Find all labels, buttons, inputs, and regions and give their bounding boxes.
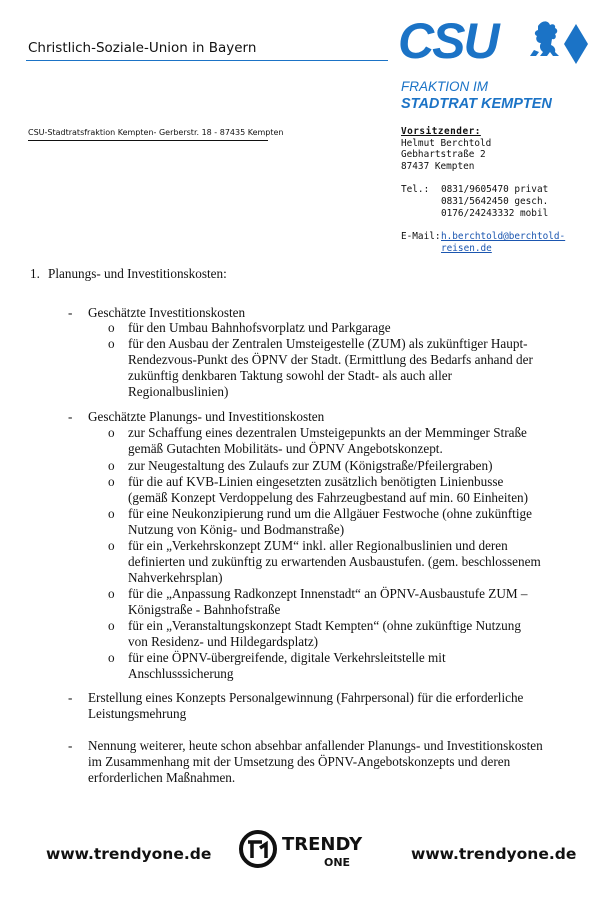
sub-line: gemäß Gutachten Mobilitäts- und ÖPNV Angebotskonzept.: [128, 441, 443, 456]
group4-line: erforderlichen Maßnahmen.: [88, 770, 236, 785]
section-number: 1.: [30, 266, 40, 281]
fraktion-line-2: STADTRAT KEMPTEN: [401, 96, 552, 112]
sub-line: Rendezvous-Punkt des ÖPNV der Stadt. (Ermittlung des Bedarfs anhand der: [128, 352, 533, 367]
sub-line: für den Umbau Bahnhofsvorplatz und Parkgarage: [128, 320, 391, 335]
sender-address: CSU-Stadtratsfraktion Kempten- Gerberstr. 18 - 87435 Kempten: [28, 128, 284, 137]
group4-line: im Zusammenhang mit der Umsetzung des ÖPNV-Angebotskonzepts und deren: [88, 754, 511, 769]
group2-title: Geschätzte Planungs- und Investitionskosten: [88, 409, 325, 424]
bullet-marker: o: [108, 618, 115, 633]
fraktion-title: [401, 78, 552, 114]
csu-logo: [398, 14, 592, 68]
bullet-marker: o: [108, 320, 115, 335]
phone-business: 0831/5642450 gesch.: [441, 195, 549, 207]
sub-line: für die auf KVB-Linien eingesetzten zusätzlich benötigten Linienbusse: [128, 474, 504, 489]
email-link-part2[interactable]: reisen.de: [441, 242, 492, 254]
dash-marker: -: [68, 409, 73, 424]
contact-name: Helmut Berchtold: [401, 137, 492, 149]
email-label: E-Mail:: [401, 231, 441, 243]
section-title: Planungs- und Investitionskosten:: [48, 266, 227, 281]
footer-url-right[interactable]: www.trendyone.de: [411, 845, 577, 863]
trendyone-brand-bottom: ONE: [324, 856, 351, 869]
contact-block: [401, 126, 565, 254]
sub-line: für eine ÖPNV-übergreifende, digitale Verkehrsleitstelle mit: [128, 650, 446, 665]
rhombus-icon: [564, 24, 588, 64]
sub-line: für ein „Veranstaltungskonzept Stadt Kempten“ (ohne zukünftige Nutzung: [128, 618, 521, 633]
sub-line: Regionalbuslinien): [128, 384, 229, 399]
group3-line: Leistungsmehrung: [88, 706, 187, 721]
sender-rule: [28, 140, 268, 141]
bullet-marker: o: [108, 538, 115, 553]
dash-marker: -: [68, 738, 73, 753]
sub-line: Nahverkehrsplan): [128, 570, 223, 585]
csu-logo-text: CSU: [398, 14, 498, 68]
footer-url-left[interactable]: www.trendyone.de: [46, 845, 212, 863]
sub-line: zur Schaffung eines dezentralen Umsteigepunkts an der Memminger Straße: [128, 425, 527, 440]
sub-line: zukünftig denkbaren Taktung sowohl der Stadt- als auch aller: [128, 368, 453, 383]
section-heading: [30, 266, 227, 282]
bullet-marker: o: [108, 458, 115, 473]
sub-line: von Residenz- und Hildegardsplatz): [128, 634, 319, 649]
fraktion-line-1: FRAKTION IM: [401, 79, 488, 94]
sub-line: für ein „Verkehrskonzept ZUM“ inkl. aller Regionalbuslinien und deren: [128, 538, 508, 553]
phone-mobile: 0176/24243332 mobil: [441, 207, 549, 219]
bullet-marker: o: [108, 650, 115, 665]
lion-icon: [530, 21, 559, 56]
header-rule: [26, 60, 388, 61]
sub-line: Königstraße - Bahnhofstraße: [128, 602, 281, 617]
bullet-marker: o: [108, 336, 115, 351]
bullet-marker: o: [108, 474, 115, 489]
trendyone-circle-icon: [241, 832, 275, 866]
trendyone-logo: [238, 828, 370, 870]
tel-label: Tel.:: [401, 184, 430, 196]
group3-line: Erstellung eines Konzepts Personalgewinnung (Fahrpersonal) für die erforderliche: [88, 690, 524, 705]
sub-line: Nutzung von König- und Bodmanstraße): [128, 522, 345, 537]
bullet-marker: o: [108, 586, 115, 601]
sub-line: (gemäß Konzept Verdoppelung des Fahrzeugbestand auf min. 60 Einheiten): [128, 490, 529, 505]
email-link-part1[interactable]: h.berchtold@berchtold-: [441, 231, 566, 243]
sub-line: Anschlusssicherung: [128, 666, 234, 681]
bullet-marker: o: [108, 425, 115, 440]
sub-line: definierten und zukünftig zu erwartenden Ausbaustufen. (gem. beschlossenem: [128, 554, 541, 569]
dash-marker: -: [68, 305, 73, 320]
contact-street: Gebhartstraße 2: [401, 149, 486, 161]
sub-line: für eine Neukonzipierung rund um die Allgäuer Festwoche (ohne zukünftige: [128, 506, 532, 521]
sub-line: für die „Anpassung Radkonzept Innenstadt“ an ÖPNV-Ausbaustufe ZUM –: [128, 586, 528, 601]
trendyone-brand-top: TRENDY: [282, 834, 363, 855]
group1-title: Geschätzte Investitionskosten: [88, 305, 246, 320]
organization-name: Christlich-Soziale-Union in Bayern: [28, 40, 257, 56]
sub-line: für den Ausbau der Zentralen Umsteigestelle (ZUM) als zukünftiger Haupt-: [128, 336, 528, 351]
group4-line: Nennung weiterer, heute schon absehbar anfallender Planungs- und Investitionskosten: [88, 738, 543, 753]
contact-heading: Vorsitzender:: [401, 126, 481, 137]
bullet-marker: o: [108, 506, 115, 521]
contact-city: 87437 Kempten: [401, 160, 475, 172]
phone-private: 0831/9605470 privat: [441, 184, 549, 196]
dash-marker: -: [68, 690, 73, 705]
sub-line: zur Neugestaltung des Zulaufs zur ZUM (Königstraße/Pfeilergraben): [128, 458, 493, 473]
